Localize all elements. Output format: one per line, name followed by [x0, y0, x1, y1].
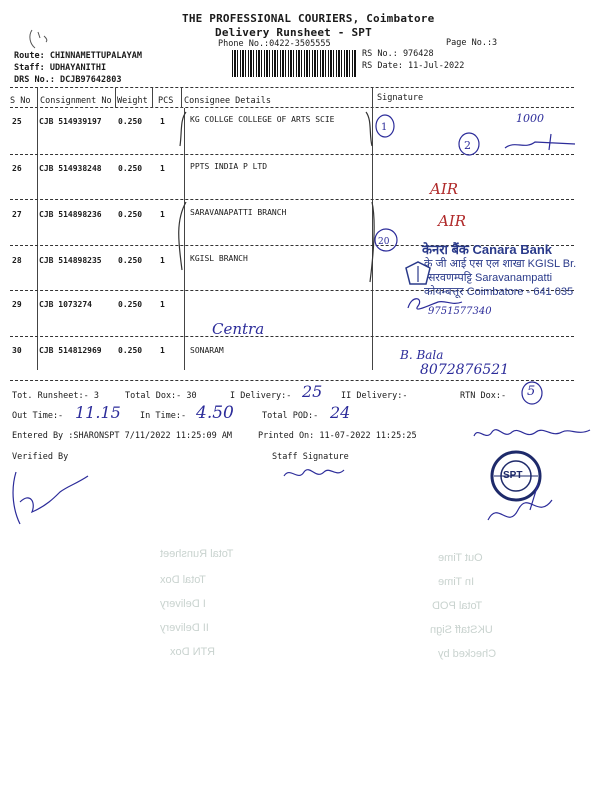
hw-in-time: 4.50	[196, 403, 234, 423]
row-consignment: CJB 514812969	[39, 346, 102, 355]
page-number: Page No.:3	[446, 38, 498, 48]
ghost-line: In Time	[438, 576, 475, 588]
hw-number: 1000	[516, 112, 544, 125]
ghost-line: Total POD	[432, 600, 483, 612]
ghost-line: I Delivery	[160, 598, 206, 610]
circle-mark	[372, 112, 402, 142]
row-consignee: KG COLLGE COLLEGE OF ARTS SCIE	[190, 115, 335, 124]
runsheet-title: Delivery Runsheet - SPT	[215, 26, 372, 39]
rs-number: RS No.: 976428	[362, 49, 434, 59]
col-divider	[37, 88, 38, 370]
stamp-line-2: के जी आई एस एल शाखा KGISL Br.	[424, 258, 577, 270]
col-consignee: Consignee Details	[184, 96, 271, 106]
entered-by: Entered By :SHARONSPT 7/11/2022 11:25:09 AM	[12, 431, 233, 441]
col-divider	[152, 88, 153, 108]
row-consignee: PPTS INDIA P LTD	[190, 162, 268, 171]
row-consignee: KGISL BRANCH	[190, 254, 248, 263]
rs-date: RS Date: 11-Jul-2022	[362, 61, 465, 71]
col-weight: Weight	[117, 96, 148, 106]
total-pod-label: Total POD:-	[262, 411, 319, 421]
seal-text: SPT	[503, 470, 523, 481]
row-consignment: CJB 514939197	[39, 117, 102, 126]
row-consignment: CJB 514898235	[39, 256, 102, 265]
in-time-label: In Time:-	[140, 411, 187, 421]
stamp-line-4: कोयम्बत्तूर Coimbatore - 641 035	[424, 286, 574, 298]
staff-signature	[280, 462, 350, 488]
col-pcs: PCS	[158, 96, 174, 106]
hw-rtn: 5	[527, 384, 536, 399]
row-pcs: 1	[160, 346, 165, 355]
row-sno: 28	[12, 256, 22, 265]
drs-number: DRS No.: DCJB97642803	[14, 75, 122, 85]
bracket-marks	[176, 110, 376, 360]
row-weight: 0.250	[118, 346, 143, 355]
company-name: THE PROFESSIONAL COURIERS, Coimbatore	[182, 12, 435, 25]
rule-header	[10, 107, 574, 108]
hw-phone-2: 8072876521	[420, 362, 510, 378]
row-weight: 0.250	[118, 256, 143, 265]
stamp-line-1: केनरा बैंक Canara Bank	[422, 242, 552, 257]
scribble-mark	[26, 26, 54, 56]
row-consignment: CJB 514898236	[39, 210, 102, 219]
row-pcs: 1	[160, 164, 165, 173]
staff: Staff: UDHAYANITHI	[14, 63, 107, 73]
printed-on: Printed On: 11-07-2022 11:25:25	[258, 431, 417, 441]
row-weight: 0.250	[118, 164, 143, 173]
barcode	[232, 50, 356, 77]
row-pcs: 1	[160, 210, 165, 219]
row-weight: 0.250	[118, 117, 143, 126]
svg-text:20: 20	[378, 237, 390, 247]
ghost-line: Out Time	[438, 552, 483, 564]
hw-delivery: 25	[302, 382, 323, 401]
staff-signature-label: Staff Signature	[272, 452, 349, 462]
col-sno: S No	[10, 96, 31, 106]
row-sno: 29	[12, 300, 22, 309]
row-pcs: 1	[160, 117, 165, 126]
row-pcs: 1	[160, 256, 165, 265]
route: Route: CHINNAMETTUPALAYAM	[14, 51, 142, 61]
row-consignment: CJB 514938248	[39, 164, 102, 173]
hw-air-2: AIR	[438, 212, 467, 230]
rule-top	[10, 87, 574, 88]
hw-out-time: 11.15	[75, 403, 121, 422]
hw-name-row30: B. Bala	[400, 348, 444, 362]
row-consignment: CJB 1073274	[39, 300, 92, 309]
stamp-line-3: सरवणम्पट्टि Saravanampatti	[428, 272, 553, 284]
row-consignee: SONARAM	[190, 346, 224, 355]
hw-air-1: AIR	[430, 180, 459, 198]
col-consignment: Consignment No	[40, 96, 112, 106]
ghost-line: Checked by	[438, 648, 497, 660]
verified-by: Verified By	[12, 452, 69, 462]
row-sno: 30	[12, 346, 22, 355]
hw-centra: Centra	[212, 320, 265, 338]
row-consignee: SARAVANAPATTI BRANCH	[190, 208, 287, 217]
phone-number: Phone No.:0422-3505555	[218, 39, 331, 49]
row-sno: 27	[12, 210, 22, 219]
col-signature: Signature	[377, 93, 424, 103]
ghost-line: Total Dox	[160, 574, 206, 586]
svg-text:1: 1	[381, 122, 388, 133]
row-weight: 0.250	[118, 210, 143, 219]
tot-delivery: I Delivery:-	[230, 391, 292, 401]
tot-rtn-dox: RTN Dox:-	[460, 391, 507, 401]
out-time-label: Out Time:-	[12, 411, 64, 421]
verified-signature	[6, 462, 96, 532]
row-sno: 26	[12, 164, 22, 173]
row-rule	[10, 380, 574, 381]
seal-signature	[478, 480, 568, 540]
ghost-line: II Delivery	[160, 622, 209, 634]
signature-tamil	[470, 420, 600, 450]
tot-dox: Total Dox:- 30	[125, 391, 197, 401]
ghost-line: RTN Dox	[170, 646, 216, 658]
row-sno: 25	[12, 117, 22, 126]
row-pcs: 1	[160, 300, 165, 309]
col-divider	[115, 88, 116, 108]
tot-runsheet: Tot. Runsheet:- 3	[12, 391, 99, 401]
signature-row25	[455, 128, 585, 158]
col-divider	[181, 88, 182, 108]
tot-ii-delivery: II Delivery:-	[341, 391, 408, 401]
hw-total-pod: 24	[330, 403, 351, 422]
ghost-line: UKStaff Sign	[430, 624, 493, 636]
row-weight: 0.250	[118, 300, 143, 309]
svg-text:2: 2	[464, 139, 471, 152]
hw-phone-1: 9751577340	[428, 306, 492, 317]
circle-mark	[372, 226, 402, 254]
ghost-line: Total Runsheet	[160, 548, 234, 560]
